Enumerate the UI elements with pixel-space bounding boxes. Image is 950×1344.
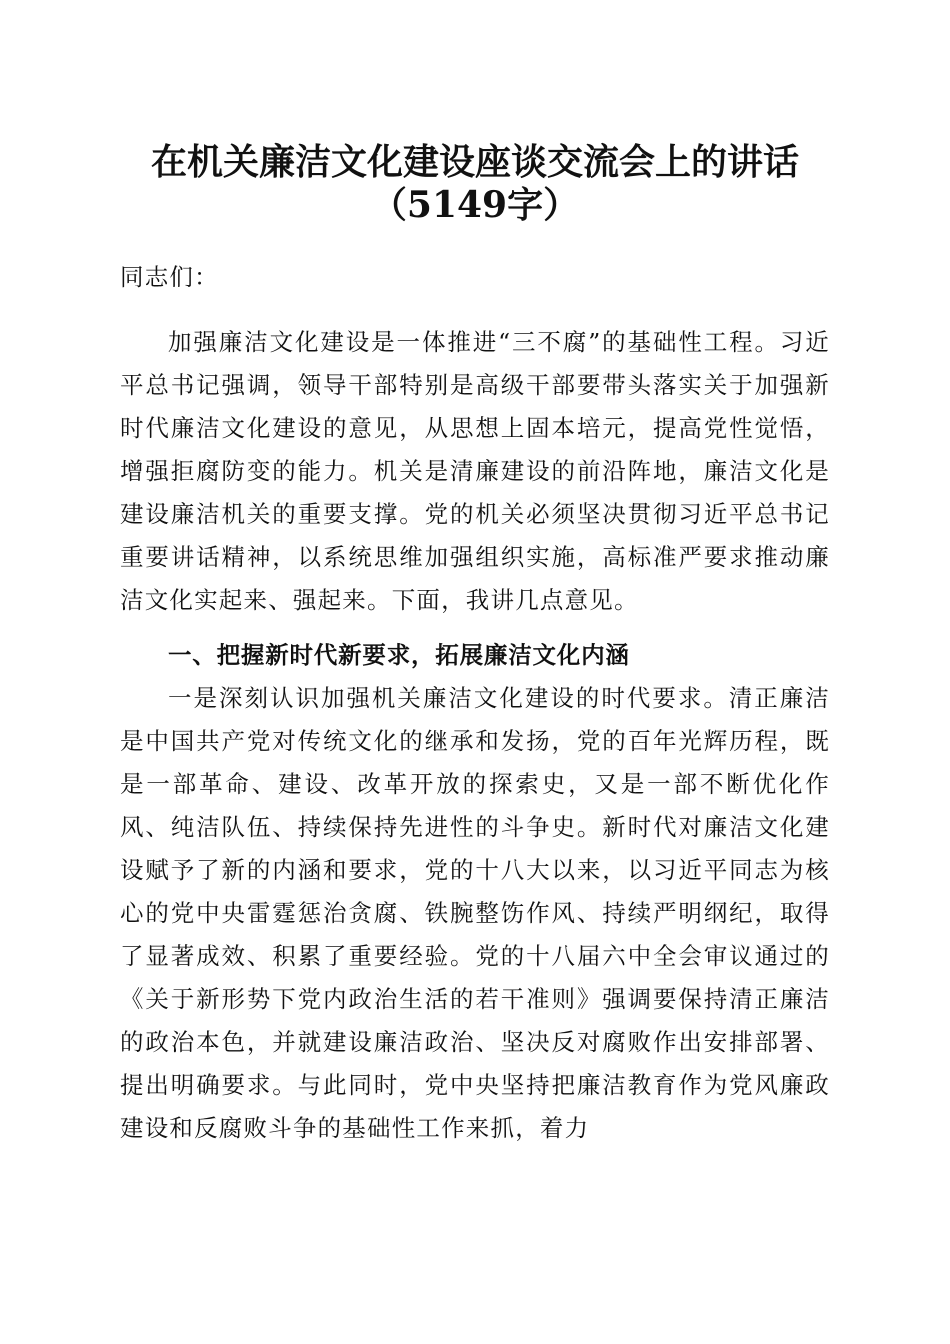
document-title: 在机关廉洁文化建设座谈交流会上的讲话 [150,141,799,183]
paragraph-section-1: 一是深刻认识加强机关廉洁文化建设的时代要求。清正廉洁是中国共产党对传统文化的继承和发扬，党的百年光辉历程，既是一部革命、建设、改革开放的探索史，又是一部不断优化作风、纯洁队伍、持续保持先进性的斗争史。新时代对廉洁文化建设赋予了新的内涵和要求，党的十八大以来，以习近平同志为核心的党中央雷霆惩治贪腐、铁腕整饬作风、持续严明纲纪，取得了显著成效、积累了重要经验。党的十八届六中全会审议通过的《关于新形势下党内政治生活的若干准则》强调要保持清正廉洁的政治本色，并就建设廉洁政治、坚决反对腐败作出安排部署、提出明确要求。与此同时，党中央坚持把廉洁教育作为党风廉政建设和反腐败斗争的基础性工作来抓，着力 [120,684,830,1142]
document-word-count: （5149字） [370,184,580,226]
paragraph-intro: 加强廉洁文化建设是一体推进“三不腐”的基础性工程。习近平总书记强调，领导干部特别是高级干部要带头落实关于加强新时代廉洁文化建设的意见，从思想上固本培元，提高党性觉悟，增强拒腐防变的能力。机关是清廉建设的前沿阵地，廉洁文化是建设廉洁机关的重要支撑。党的机关必须坚决贯彻习近平总书记重要讲话精神，以系统思维加强组织实施，高标准严要求推动廉洁文化实起来、强起来。下面，我讲几点意见。 [120,328,830,614]
salutation: 同志们： [120,263,219,291]
section-heading-1: 一、把握新时代新要求，拓展廉洁文化内涵 [168,641,630,669]
